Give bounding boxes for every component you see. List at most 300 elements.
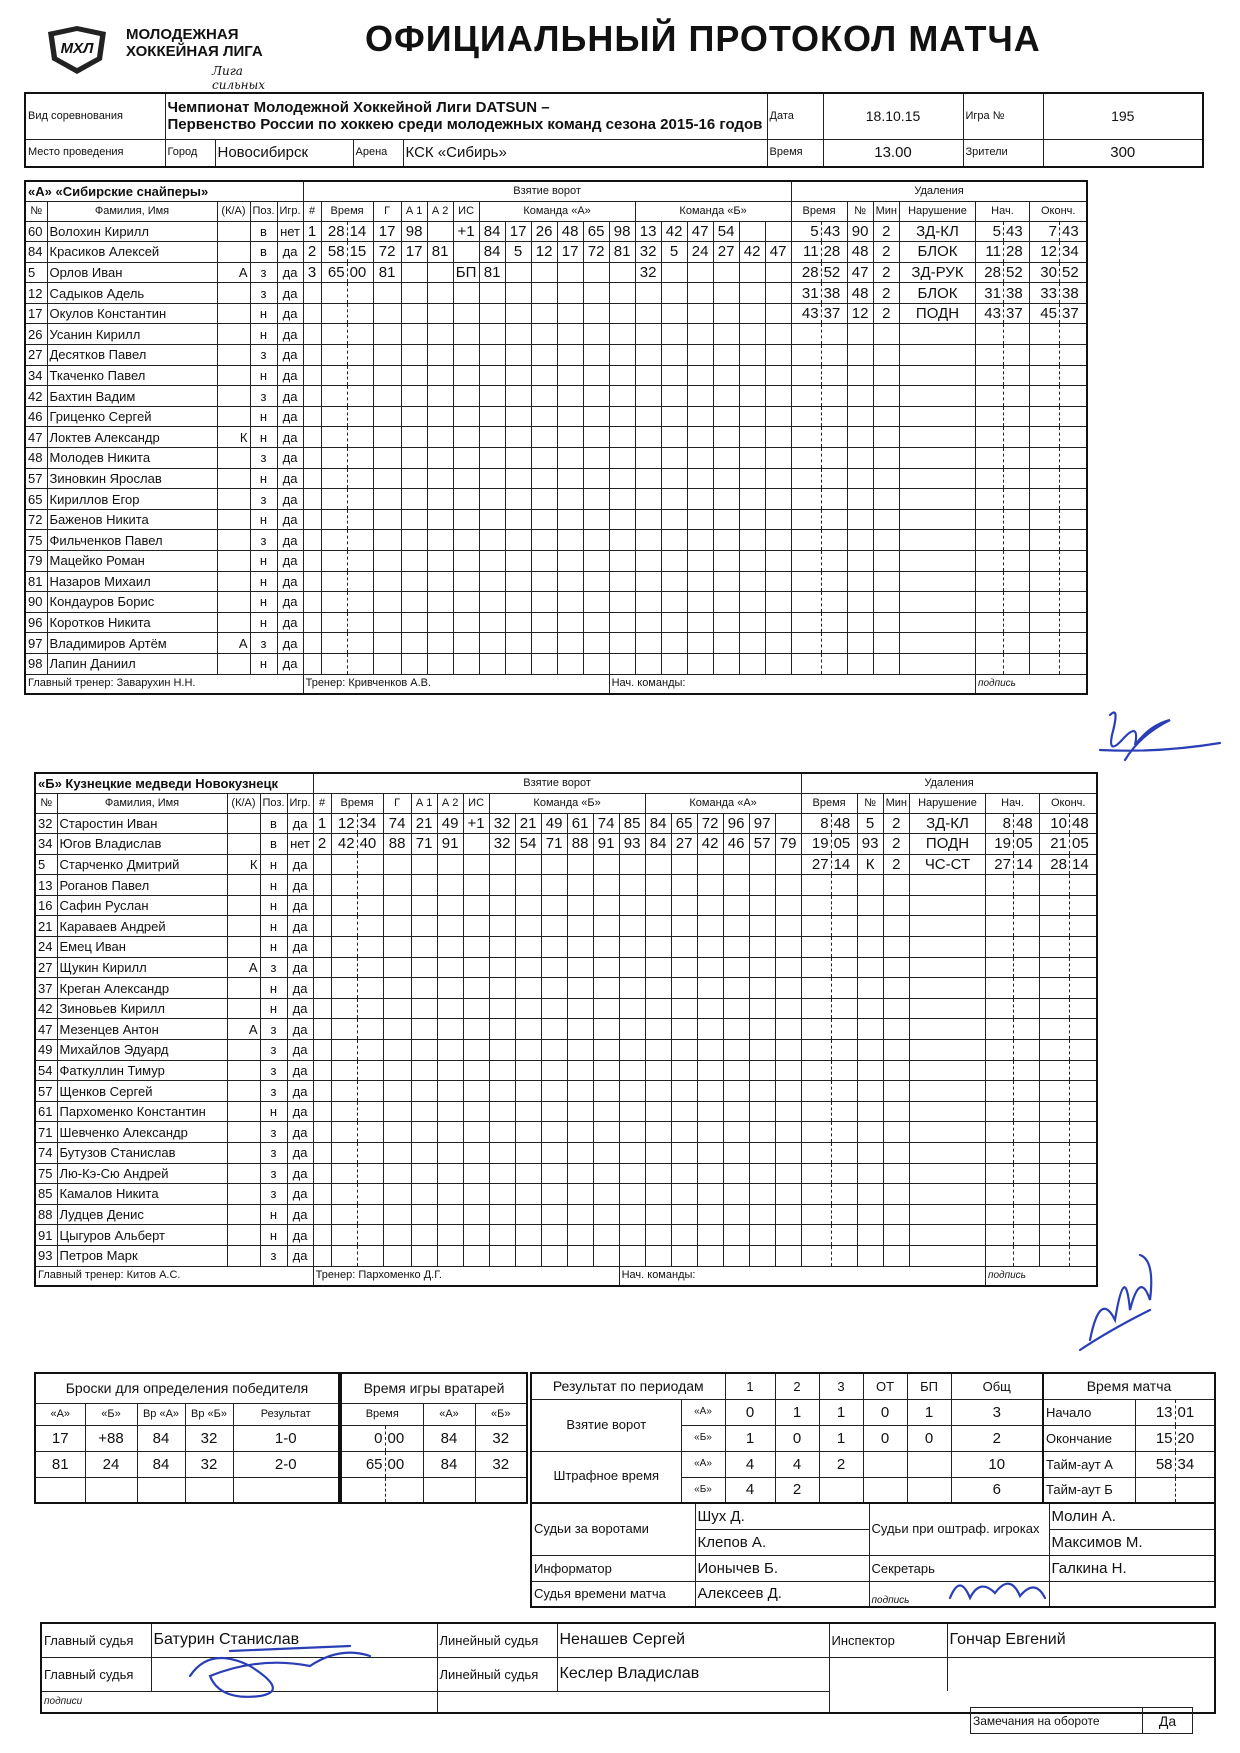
player-role xyxy=(217,303,250,324)
player-position: з xyxy=(260,1040,287,1061)
city-label: Город xyxy=(165,139,215,167)
player-played: да xyxy=(287,978,313,999)
col-goal-a1: А 1 xyxy=(411,793,437,813)
on-ice-own: 17 xyxy=(505,221,531,242)
player-row xyxy=(25,427,1087,448)
coach-sign-label: подпись xyxy=(985,1266,1097,1286)
goalie-title: Время игры вратарей xyxy=(341,1373,527,1403)
timeout-b-m xyxy=(1135,1477,1175,1503)
player-role xyxy=(217,509,250,530)
player-role xyxy=(217,324,250,345)
pen-end-min: 45 xyxy=(1029,303,1059,324)
on-ice-own: 32 xyxy=(489,813,515,834)
goalie-row xyxy=(341,1451,527,1477)
player-number: 98 xyxy=(25,653,47,674)
period-value: 0 xyxy=(863,1399,907,1425)
goal-assist-1: 98 xyxy=(401,221,427,242)
on-ice-other: 46 xyxy=(723,834,749,855)
player-role xyxy=(227,916,260,937)
on-ice-own xyxy=(609,262,635,283)
pen-end-sec: 34 xyxy=(1059,242,1087,263)
col-played: Игр. xyxy=(277,201,303,221)
on-ice-own: 98 xyxy=(609,221,635,242)
player-number: 13 xyxy=(35,875,57,896)
period-value: 1 xyxy=(775,1399,819,1425)
goalie-a: 84 xyxy=(423,1425,475,1451)
player-role xyxy=(227,1040,260,1061)
player-row xyxy=(35,978,1097,999)
pen-start-min: 8 xyxy=(985,813,1013,834)
player-number: 93 xyxy=(35,1245,57,1266)
player-number: 26 xyxy=(25,324,47,345)
player-position: н xyxy=(260,998,287,1019)
player-role: А xyxy=(227,1019,260,1040)
player-played: да xyxy=(287,998,313,1019)
player-role: А xyxy=(217,633,250,654)
on-ice-other xyxy=(661,262,687,283)
pen-second: 14 xyxy=(831,854,857,875)
player-number: 74 xyxy=(35,1143,57,1164)
player-name: Волохин Кирилл xyxy=(47,221,217,242)
pen-infraction: ПОДН xyxy=(909,834,985,855)
on-ice-own: 74 xyxy=(593,813,619,834)
competition-name xyxy=(165,93,767,139)
arena-label: Арена xyxy=(353,139,403,167)
player-row xyxy=(25,489,1087,510)
player-number: 84 xyxy=(25,242,47,263)
goal-second: 14 xyxy=(347,221,373,242)
shootout-cell: 84 xyxy=(137,1451,185,1477)
officials-table xyxy=(530,1502,1216,1608)
coach: Тренер: Кривченков А.В. xyxy=(303,674,609,694)
player-number: 27 xyxy=(25,345,47,366)
on-ice-own: 26 xyxy=(531,221,557,242)
col-goal-idx: # xyxy=(313,793,331,813)
player-name: Мацейко Роман xyxy=(47,551,217,572)
goal-second: 00 xyxy=(347,262,373,283)
on-ice-own: 32 xyxy=(489,834,515,855)
signature-main-referee xyxy=(170,1636,420,1706)
player-played: да xyxy=(287,1040,313,1061)
period-value xyxy=(819,1477,863,1503)
period-value: 2 xyxy=(951,1425,1043,1451)
pen-minute: 19 xyxy=(801,834,831,855)
pen-second: 05 xyxy=(831,834,857,855)
player-number: 91 xyxy=(35,1225,57,1246)
player-row xyxy=(35,916,1097,937)
player-played: да xyxy=(287,1225,313,1246)
pen-end-min: 7 xyxy=(1029,221,1059,242)
pen-player: 93 xyxy=(857,834,883,855)
player-played: нет xyxy=(287,834,313,855)
col-ka: (К/А) xyxy=(227,793,260,813)
player-played: да xyxy=(277,386,303,407)
pen-player: 48 xyxy=(847,283,873,304)
goal-judge-1: Шух Д. xyxy=(695,1503,869,1529)
period-value xyxy=(863,1477,907,1503)
player-row xyxy=(35,1101,1097,1122)
player-role xyxy=(217,242,250,263)
player-row xyxy=(25,262,1087,283)
pen-second: 38 xyxy=(821,283,847,304)
penbox-1: Молин А. xyxy=(1049,1503,1215,1529)
on-ice-other: 79 xyxy=(775,834,801,855)
player-name: Югов Владислав xyxy=(57,834,227,855)
player-number: 17 xyxy=(25,303,47,324)
player-row xyxy=(25,406,1087,427)
period-value: 1 xyxy=(725,1425,775,1451)
player-played: да xyxy=(287,1163,313,1184)
inspector-value: Гончар Евгений xyxy=(947,1623,1215,1657)
player-position: з xyxy=(250,633,277,654)
secretary-label: Секретарь xyxy=(869,1555,1049,1581)
match-time-title: Время матча xyxy=(1043,1373,1215,1399)
pen-minute: 27 xyxy=(801,854,831,875)
on-ice-other: 24 xyxy=(687,242,713,263)
player-row xyxy=(35,1081,1097,1102)
venue-label: Место проведения xyxy=(25,139,165,167)
shootout-cell: 84 xyxy=(137,1425,185,1451)
main-ref-label-2: Главный судья xyxy=(41,1657,151,1691)
date-label: Дата xyxy=(767,93,823,139)
goal-minute: 42 xyxy=(331,834,357,855)
player-row xyxy=(35,1019,1097,1040)
player-role xyxy=(227,978,260,999)
game-label: Игра № xyxy=(963,93,1043,139)
player-number: 12 xyxy=(25,283,47,304)
goal-minute: 12 xyxy=(331,813,357,834)
league-logo xyxy=(44,22,294,92)
spectators-label: Зрители xyxy=(963,139,1043,167)
player-number: 97 xyxy=(25,633,47,654)
pen-minute: 28 xyxy=(791,262,821,283)
player-row xyxy=(25,365,1087,386)
goal-situation xyxy=(463,834,489,855)
col-goal-a1: А 1 xyxy=(401,201,427,221)
logo-line1: МОЛОДЕЖНАЯ xyxy=(126,26,239,43)
goal-index: 2 xyxy=(303,242,321,263)
player-row xyxy=(25,345,1087,366)
on-ice-other: 42 xyxy=(697,834,723,855)
goal-index: 2 xyxy=(313,834,331,855)
period-value: 10 xyxy=(951,1451,1043,1477)
player-row xyxy=(35,937,1097,958)
time-label: Время xyxy=(767,139,823,167)
player-number: 5 xyxy=(25,262,47,283)
player-row xyxy=(35,834,1097,855)
team-manager: Нач. команды: xyxy=(619,1266,985,1286)
player-role xyxy=(227,875,260,896)
signs-label: подписи xyxy=(41,1691,151,1713)
pen-minutes: 2 xyxy=(873,262,899,283)
player-number: 81 xyxy=(25,571,47,592)
player-number: 34 xyxy=(35,834,57,855)
col-pen-time: Время xyxy=(791,201,847,221)
player-position: з xyxy=(260,1122,287,1143)
player-role xyxy=(217,592,250,613)
player-name: Шевченко Александр xyxy=(57,1122,227,1143)
player-number: 57 xyxy=(35,1081,57,1102)
end-label: Окончание xyxy=(1043,1425,1135,1451)
pen-minute: 11 xyxy=(791,242,821,263)
period-row-label: Взятие ворот xyxy=(531,1399,681,1451)
pen-start-min: 11 xyxy=(975,242,1003,263)
player-name: Цыгуров Альберт xyxy=(57,1225,227,1246)
player-role xyxy=(217,653,250,674)
pen-second: 37 xyxy=(821,303,847,324)
player-played: да xyxy=(287,957,313,978)
player-position: н xyxy=(260,1204,287,1225)
period-col: 1 xyxy=(725,1373,775,1399)
player-played: да xyxy=(287,937,313,958)
player-name: Десятков Павел xyxy=(47,345,217,366)
player-name: Сафин Руслан xyxy=(57,895,227,916)
on-ice-own: 21 xyxy=(515,813,541,834)
col-name: Фамилия, Имя xyxy=(57,793,227,813)
pens-header: Удаления xyxy=(791,181,1087,201)
col-num: № xyxy=(35,793,57,813)
player-role xyxy=(217,489,250,510)
goal-scorer: 88 xyxy=(383,834,411,855)
col-played: Игр. xyxy=(287,793,313,813)
player-number: 5 xyxy=(35,854,57,875)
player-number: 88 xyxy=(35,1204,57,1225)
shootout-cell: 81 xyxy=(35,1451,85,1477)
player-role xyxy=(227,1081,260,1102)
player-name: Локтев Александр xyxy=(47,427,217,448)
on-ice-other: 32 xyxy=(635,242,661,263)
player-position: з xyxy=(260,1019,287,1040)
goal-situation: +1 xyxy=(453,221,479,242)
pen-infraction: ЧС-СТ xyxy=(909,854,985,875)
player-role xyxy=(217,386,250,407)
player-played: да xyxy=(277,283,303,304)
signature-coach-a xyxy=(1080,695,1230,765)
col-goal-is: ИС xyxy=(453,201,479,221)
period-side: «А» xyxy=(681,1451,725,1477)
pen-minute: 31 xyxy=(791,283,821,304)
player-number: 57 xyxy=(25,468,47,489)
period-value: 6 xyxy=(951,1477,1043,1503)
player-played: да xyxy=(277,448,303,469)
goal-index: 3 xyxy=(303,262,321,283)
period-value: 4 xyxy=(725,1451,775,1477)
player-number: 32 xyxy=(35,813,57,834)
pen-end-sec: 48 xyxy=(1069,813,1097,834)
on-ice-other xyxy=(739,262,765,283)
col-pen-infraction: Нарушение xyxy=(899,201,975,221)
player-number: 47 xyxy=(35,1019,57,1040)
pen-start-min: 31 xyxy=(975,283,1003,304)
player-number: 65 xyxy=(25,489,47,510)
player-position: н xyxy=(250,365,277,386)
match-time-table xyxy=(1042,1372,1216,1504)
player-number: 27 xyxy=(35,957,57,978)
timekeeper-label: Судья времени матча xyxy=(531,1581,695,1607)
on-ice-other: 65 xyxy=(671,813,697,834)
pen-minutes: 2 xyxy=(873,221,899,242)
goal-assist-2: 81 xyxy=(427,242,453,263)
goal-assist-2 xyxy=(427,221,453,242)
player-role xyxy=(227,1184,260,1205)
on-ice-own: 12 xyxy=(531,242,557,263)
timeout-b-label: Тайм-аут Б xyxy=(1043,1477,1135,1503)
line-ref-label-2: Линейный судья xyxy=(437,1657,557,1691)
pen-start-sec: 05 xyxy=(1013,834,1039,855)
pen-end-sec: 43 xyxy=(1059,221,1087,242)
player-role xyxy=(217,365,250,386)
pen-player: 90 xyxy=(847,221,873,242)
on-ice-other: 27 xyxy=(671,834,697,855)
player-played: да xyxy=(287,813,313,834)
player-played: да xyxy=(277,262,303,283)
player-name: Усанин Кирилл xyxy=(47,324,217,345)
player-role xyxy=(227,1122,260,1143)
pen-end-sec: 52 xyxy=(1059,262,1087,283)
col-goal-time: Время xyxy=(331,793,383,813)
shootout-cell: +88 xyxy=(85,1425,137,1451)
pen-player: 48 xyxy=(847,242,873,263)
player-row xyxy=(35,895,1097,916)
coach-sign-label: подпись xyxy=(975,674,1087,694)
player-number: 21 xyxy=(35,916,57,937)
pen-start-sec: 48 xyxy=(1013,813,1039,834)
on-ice-other xyxy=(765,262,791,283)
on-ice-other: 47 xyxy=(687,221,713,242)
pen-minute: 8 xyxy=(801,813,831,834)
player-number: 60 xyxy=(25,221,47,242)
player-role: К xyxy=(227,854,260,875)
player-row xyxy=(25,303,1087,324)
on-ice-own: 65 xyxy=(583,221,609,242)
inspector-label: Инспектор xyxy=(829,1623,947,1657)
player-played: да xyxy=(277,612,303,633)
player-position: з xyxy=(250,345,277,366)
signature-secretary xyxy=(940,1568,1060,1608)
player-played: да xyxy=(277,242,303,263)
player-position: з xyxy=(250,262,277,283)
player-position: в xyxy=(250,242,277,263)
period-value: 0 xyxy=(775,1425,819,1451)
pen-end-min: 12 xyxy=(1029,242,1059,263)
player-played: да xyxy=(287,1184,313,1205)
player-name: Молодев Никита xyxy=(47,448,217,469)
shootout-col: Вр «Б» xyxy=(185,1403,233,1425)
player-number: 71 xyxy=(35,1122,57,1143)
on-ice-own: 93 xyxy=(619,834,645,855)
shootout-col: Результат xyxy=(233,1403,339,1425)
player-position: н xyxy=(260,854,287,875)
pen-start-sec: 52 xyxy=(1003,262,1029,283)
pen-infraction: БЛОК xyxy=(899,283,975,304)
player-played: да xyxy=(277,489,303,510)
player-name: Пархоменко Константин xyxy=(57,1101,227,1122)
goal-second: 15 xyxy=(347,242,373,263)
goal-scorer: 72 xyxy=(373,242,401,263)
goalie-col-time: Время xyxy=(341,1403,423,1425)
pen-end-min: 10 xyxy=(1039,813,1069,834)
shootout-col: «А» xyxy=(35,1403,85,1425)
player-position: з xyxy=(260,957,287,978)
period-value: 2 xyxy=(775,1477,819,1503)
player-role xyxy=(227,895,260,916)
comp-line1: Чемпионат Молодежной Хоккейной Лиги DATSUN – xyxy=(167,99,550,116)
on-ice-own xyxy=(505,262,531,283)
player-position: в xyxy=(250,221,277,242)
informer-label: Информатор xyxy=(531,1555,695,1581)
player-position: н xyxy=(260,978,287,999)
goal-assist-1: 21 xyxy=(411,813,437,834)
pen-start-min: 27 xyxy=(985,854,1013,875)
col-goal-a2: А 2 xyxy=(427,201,453,221)
col-pen-end: Оконч. xyxy=(1039,793,1097,813)
team-a-block xyxy=(24,180,1088,695)
head-coach: Главный тренер: Китов А.С. xyxy=(35,1266,313,1286)
player-position: з xyxy=(250,283,277,304)
player-position: н xyxy=(260,1101,287,1122)
player-number: 85 xyxy=(35,1184,57,1205)
col-team-own: Команда «Б» xyxy=(489,793,645,813)
period-value: 3 xyxy=(951,1399,1043,1425)
goal-assist-2 xyxy=(427,262,453,283)
player-role xyxy=(217,406,250,427)
player-position: з xyxy=(260,1060,287,1081)
pen-start-sec: 37 xyxy=(1003,303,1029,324)
player-played: да xyxy=(287,1122,313,1143)
player-played: да xyxy=(277,406,303,427)
player-number: 42 xyxy=(35,998,57,1019)
pen-second: 28 xyxy=(821,242,847,263)
pen-end-min: 33 xyxy=(1029,283,1059,304)
player-name: Креган Александр xyxy=(57,978,227,999)
team-a-table xyxy=(24,180,1088,695)
pen-second: 48 xyxy=(831,813,857,834)
shootout-col: Вр «А» xyxy=(137,1403,185,1425)
player-row xyxy=(35,998,1097,1019)
pen-start-min: 19 xyxy=(985,834,1013,855)
player-position: з xyxy=(260,1163,287,1184)
period-col: БП xyxy=(907,1373,951,1399)
shootout-cell: 2-0 xyxy=(233,1451,339,1477)
logo-emblem-text: МХЛ xyxy=(60,40,94,57)
periods-title: Результат по периодам xyxy=(531,1373,725,1399)
pen-minute: 43 xyxy=(791,303,821,324)
remarks-value: Да xyxy=(1143,1708,1193,1734)
page-title: ОФИЦИАЛЬНЫЙ ПРОТОКОЛ МАТЧА xyxy=(365,18,1041,59)
player-role xyxy=(227,1225,260,1246)
player-role: А xyxy=(227,957,260,978)
player-name: Старченко Дмитрий xyxy=(57,854,227,875)
player-name: Михайлов Эдуард xyxy=(57,1040,227,1061)
period-value xyxy=(907,1477,951,1503)
periods-table xyxy=(530,1372,1044,1504)
goal-judges-label: Судьи за воротами xyxy=(531,1503,695,1555)
player-role xyxy=(217,551,250,572)
goalie-b: 32 xyxy=(475,1451,527,1477)
goal-assist-1 xyxy=(401,262,427,283)
player-row xyxy=(25,386,1087,407)
pen-minutes: 2 xyxy=(873,283,899,304)
player-position: н xyxy=(250,592,277,613)
arena-value: КСК «Сибирь» xyxy=(403,139,767,167)
start-h: 13 xyxy=(1135,1399,1175,1425)
goal-assist-2: 91 xyxy=(437,834,463,855)
player-played: да xyxy=(277,468,303,489)
goal-assist-1: 17 xyxy=(401,242,427,263)
time-value: 13.00 xyxy=(823,139,963,167)
player-number: 61 xyxy=(35,1101,57,1122)
shootout-cell: 1-0 xyxy=(233,1425,339,1451)
